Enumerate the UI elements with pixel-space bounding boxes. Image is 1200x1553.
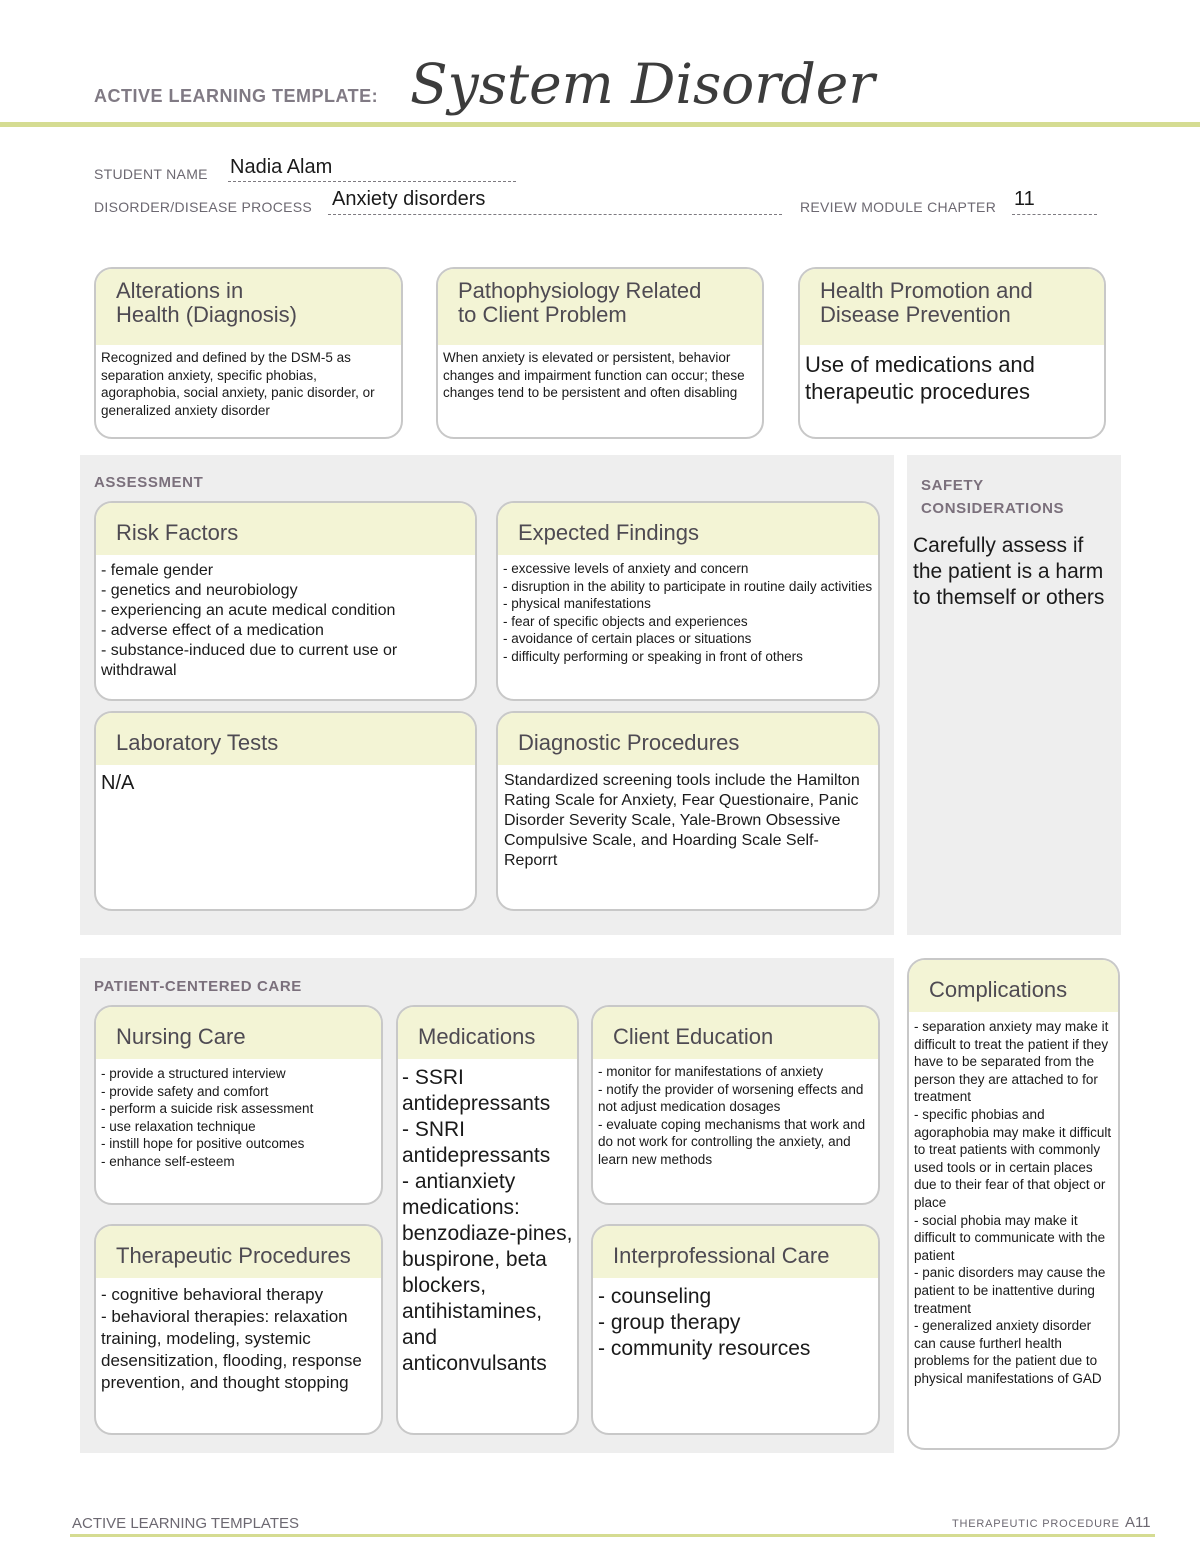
complications-title: Complications [909,960,1118,1012]
client-education-title: Client Education [593,1007,878,1059]
client-education-box [591,1005,880,1205]
diagnostic-procedures-box [496,711,880,911]
diagnostic-procedures-body: Standardized screening tools include the Hamilton Rating Scale for Anxiety, Fear Questionaire, Panic Disorder Severity Scale, Yale-Brown Obsessive Compulsive Scale, and Hoarding Scale Self-Reporrt [504,772,860,869]
pathophysiology-title: Pathophysiology Related to Client Problem [438,269,762,345]
interprofessional-care-body: - counseling - group therapy - community resources [598,1285,811,1360]
chapter-label: REVIEW MODULE CHAPTER [800,199,997,215]
nursing-care-body: - provide a structured interview - provide safety and comfort - perform a suicide risk assessment - use relaxation technique - instill hope for positive outcomes - enhance self-esteem [101,1066,314,1169]
footer-page-number: A11 [1125,1514,1151,1531]
nursing-care-title: Nursing Care [96,1007,381,1059]
risk-factors-body: - female gender - genetics and neurobiology - experiencing an acute medical condition - adverse effect of a medication - substance-induced due to current use or withdrawal [101,562,398,679]
complications-box [907,958,1120,1450]
expected-findings-body: - excessive levels of anxiety and concern - disruption in the ability to participate in routine daily activities - physical manifestations - fear of specific objects and experiences - avoidance of certain places or situations - difficulty performing or speaking in front of others [503,561,873,664]
risk-factors-title: Risk Factors [96,503,475,555]
alterations-body: Recognized and defined by the DSM-5 as separation anxiety, specific phobias, agoraphobia, social anxiety, panic disorder, or generalized anxiety disorder [101,350,375,418]
therapeutic-procedures-title: Therapeutic Procedures [96,1226,381,1278]
complications-body: - separation anxiety may make it difficult to treat the patient if they have to be separated from the person they are attached to for treatment - specific phobias and agoraphobia may make it difficult to treat patients with commonly used tools or in certain places due to their fear of that object or place - social phobia may make it difficult to communicate with the patient - panic disorders may cause the patient to be inattentive during treatment - generalized anxiety disorder can cause furtherl health problems for the patient due to physical manifestations of GAD [914,1019,1112,1386]
footer-right-text: THERAPEUTIC PROCEDURE [952,1518,1120,1530]
expected-findings-title: Expected Findings [498,503,878,555]
chapter-field[interactable] [1012,188,1097,215]
risk-factors-box [94,501,477,701]
safety-section [907,455,1121,935]
student-name-value: Nadia Alam [230,156,333,178]
medications-box [396,1005,579,1435]
client-education-body: - monitor for manifestations of anxiety - notify the provider of worsening effects and not adjust medication dosages - evaluate coping mechanisms that work and do not work for controlling the anxiety, and learn new methods [598,1064,866,1167]
diagnostic-procedures-title: Diagnostic Procedures [498,713,878,765]
student-name-label: STUDENT NAME [94,166,208,182]
patient-care-label: PATIENT-CENTERED CARE [94,978,302,995]
expected-findings-box [496,501,880,701]
medications-title: Medications [398,1007,577,1059]
disorder-field[interactable] [328,188,782,215]
health-promotion-title: Health Promotion and Disease Prevention [800,269,1104,345]
disorder-label: DISORDER/DISEASE PROCESS [94,199,313,215]
laboratory-tests-box [94,711,477,911]
pathophysiology-body: When anxiety is elevated or persistent, behavior changes and impairment function can occur; these changes tend to be persistent and often disabling [443,350,745,400]
student-name-field[interactable] [228,156,516,182]
header-divider [0,122,1200,127]
safety-label: SAFETY CONSIDERATIONS [921,477,1065,517]
alterations-title: Alterations in Health (Diagnosis) [96,269,401,345]
nursing-care-box [94,1005,383,1205]
alterations-box [94,267,403,439]
laboratory-tests-title: Laboratory Tests [96,713,475,765]
footer-divider [70,1534,1155,1537]
medications-body: - SSRI antidepressants - SNRI antidepressants - antianxiety medications: benzodiaze-pines, buspirone, beta blockers, antihistamines, and anticonvulsants [402,1066,573,1375]
template-label: ACTIVE LEARNING TEMPLATE: [94,86,379,106]
therapeutic-procedures-box [94,1224,383,1435]
health-promotion-box [798,267,1106,439]
pathophysiology-box [436,267,764,439]
laboratory-tests-body: N/A [101,772,135,794]
chapter-value: 11 [1014,188,1035,210]
page-title: System Disorder [410,52,875,116]
interprofessional-care-box [591,1224,880,1435]
interprofessional-care-title: Interprofessional Care [593,1226,878,1278]
therapeutic-procedures-body: - cognitive behavioral therapy - behavioral therapies: relaxation training, modeling, systemic desensitization, flooding, response prevention, and thought stopping [101,1285,362,1392]
health-promotion-body: Use of medications and therapeutic procedures [805,352,1035,404]
safety-body: Carefully assess if the patient is a harm to themself or others [913,534,1105,609]
footer-left-text: ACTIVE LEARNING TEMPLATES [72,1515,299,1532]
disorder-value: Anxiety disorders [332,188,486,210]
assessment-label: ASSESSMENT [94,474,204,491]
